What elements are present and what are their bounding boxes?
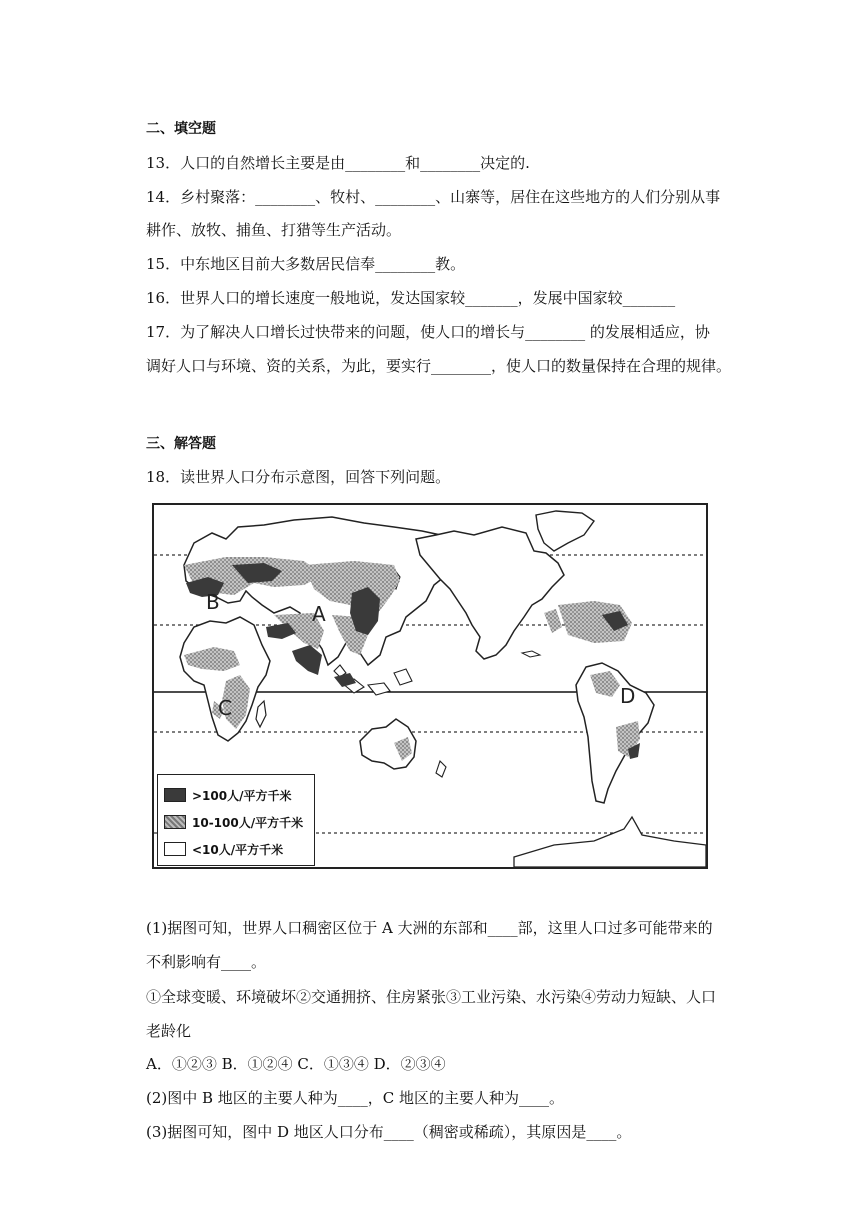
- legend-item-high: [164, 785, 292, 805]
- legend-swatch-high: [164, 788, 186, 802]
- map-legend: [157, 774, 315, 866]
- question-16: 16．世界人口的增长速度一般地说，发达国家较_______，发展中国家较_______: [146, 289, 676, 307]
- subquestion-1-options: A．①②③ B．①②④ C．①③④ D．②③④: [146, 1055, 446, 1073]
- subquestion-1-choices-line-2: 老龄化: [146, 1022, 192, 1040]
- greenland-outline: [536, 511, 594, 551]
- subquestion-1-choices-line-1: ①全球变暖、环境破坏②交通拥挤、住房紧张③工业污染、水污染④劳动力短缺、人口: [146, 988, 717, 1006]
- region-label-c: C: [218, 696, 232, 720]
- world-population-map: [152, 503, 708, 869]
- region-label-b: B: [206, 590, 220, 614]
- question-18: 18．读世界人口分布示意图，回答下列问题。: [146, 468, 451, 486]
- question-17-line-1: 17．为了解决人口增长过快带来的问题，使人口的增长与________ 的发展相适应，协: [146, 323, 710, 341]
- legend-swatch-mid: [164, 815, 186, 829]
- question-15: 15．中东地区目前大多数居民信奉________教。: [146, 255, 466, 273]
- legend-label-mid: 10-100人/平方千米: [192, 815, 304, 830]
- subquestion-2: (2)图中 B 地区的主要人种为____，C 地区的主要人种为____。: [146, 1089, 565, 1107]
- question-13: 13．人口的自然增长主要是由________和________决定的.: [146, 154, 530, 172]
- subquestion-3: (3)据图可知，图中 D 地区人口分布____（稠密或稀疏），其原因是____。: [146, 1123, 632, 1141]
- legend-swatch-low: [164, 842, 186, 856]
- section-heading-answer: 三、解答题: [146, 436, 216, 452]
- legend-label-high: >100人/平方千米: [192, 788, 292, 803]
- north-america-outline: [416, 527, 564, 659]
- africa-outline: [180, 617, 270, 741]
- legend-item-mid: [164, 812, 303, 832]
- subquestion-1-line-1: (1)据图可知，世界人口稠密区位于 A 大洲的东部和____部，这里人口过多可能带来的: [146, 919, 713, 937]
- region-label-a: A: [312, 602, 326, 626]
- legend-label-low: <10人/平方千米: [192, 842, 284, 857]
- question-14-line-1: 14．乡村聚落：________、牧村、________、山寨等，居住在这些地方的人们分别从事: [146, 188, 721, 206]
- section-heading-fill-in: 二、填空题: [146, 121, 216, 137]
- question-14-line-2: 耕作、放牧、捕鱼、打猎等生产活动。: [146, 221, 402, 239]
- subquestion-1-line-2: 不利影响有____。: [146, 953, 267, 971]
- region-label-d: D: [620, 684, 636, 708]
- question-17-line-2: 调好人口与环境、资的关系，为此，要实行________，使人口的数量保持在合理的规律。: [146, 357, 732, 375]
- legend-item-low: [164, 839, 283, 859]
